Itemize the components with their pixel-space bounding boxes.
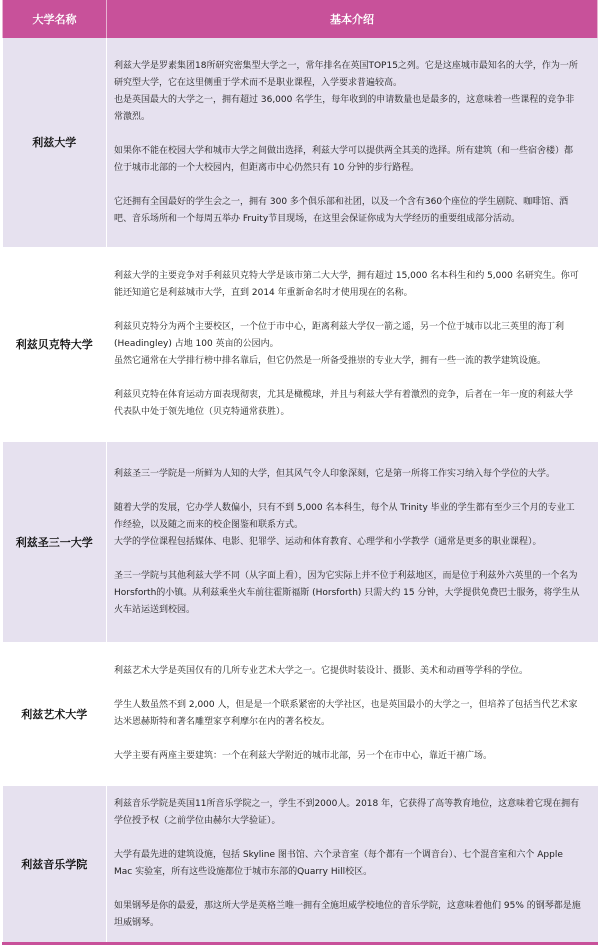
university-name: 利兹圣三一大学	[3, 442, 107, 642]
table-bottom-border	[2, 942, 598, 945]
description-paragraph: 如果钢琴是你的最爱，那这所大学是英格兰唯一拥有全施坦威学校地位的音乐学院，这意味着他们 95% 的钢琴都是施坦威钢琴。	[114, 901, 581, 928]
table-row	[3, 642, 598, 786]
description-paragraph: 学生人数虽然不到 2,000 人，但是是一个联系紧密的大学社区，也是英国最小的大学之一，但培养了包括当代艺术家达米恩赫斯特和著名雕塑家亨利摩尔在内的著名校友。	[114, 700, 578, 727]
description-paragraph: 如果你不能在校园大学和城市大学之间做出选择，利兹大学可以提供两全其美的选择。所有建筑（和一些宿舍楼）都位于城市北部的一个大校园内，但距离市中心仍然只有 10 分钟的步行路程。	[114, 145, 574, 173]
description-paragraph: 大学有最先进的建筑设施，包括 Skyline 图书馆、六个录音室（每个都有一个调音台）、七个混音室和六个 Apple Mac 实验室，所有这些设施都位于城市东部的Quarry Hill校区。	[114, 850, 563, 877]
university-description	[107, 786, 598, 942]
description-paragraph: 圣三一学院与其他利兹大学不同（从字面上看），因为它实际上并不位于利兹地区，而是位于利兹外六英里的一个名为Horsforth的小镇。从利兹乘坐火车前往霍斯福斯 (Horsforth) 只需大约 15 分钟，大学提供免费巴士服务，将学生从火车站运送到校园。	[114, 570, 580, 615]
description-paragraph: 大学主要有两座主要建筑：一个在利兹大学附近的城市北部，另一个在市中心，靠近干禧广场。	[114, 751, 493, 761]
university-description	[107, 38, 598, 247]
description-paragraph: 利兹艺术大学是英国仅有的几所专业艺术大学之一。它提供时装设计、摄影、美术和动画等学科的学位。	[114, 666, 529, 676]
university-description	[107, 442, 598, 642]
description-paragraph: 也是英国最大的大学之一，拥有超过 36,000 名学生，每年收到的申请数量也是最多的，这意味着一些课程的竞争非常激烈。	[114, 94, 575, 122]
university-name: 利兹大学	[3, 38, 107, 247]
description-paragraph: 利兹贝克特在体育运动方面表现彻衷，尤其是橄榄球，并且与利兹大学有着激烈的竞争，后者在一年一度的利兹大学代表队中处于领先地位（贝克特通常获胜）。	[114, 390, 574, 417]
description-paragraph: 利兹贝克特分为两个主要校区，一个位于市中心，距离利兹大学仅一箭之遥，另一个位于城市以北三英里的海丁利 (Headingley) 占地 100 英亩的公园内。	[114, 322, 565, 349]
description-paragraph: 利兹大学是罗素集团18所研究密集型大学之一，常年排名在英国TOP15之列。它是这座城市最知名的大学，作为一所研究型大学，它在这里侧重于学术而不是职业课程，入学要求普遍较高。	[114, 60, 578, 88]
header-basic-intro: 基本介绍	[107, 0, 598, 38]
university-description	[107, 247, 598, 442]
university-name: 利兹贝克特大学	[3, 247, 107, 442]
description-paragraph: 随着大学的发展，它办学人数偏小，只有不到 5,000 名本科生，每个从 Trinity 毕业的学生都有至少三个月的专业工作经验，以及随之而来的校企图鉴和联系方式。	[114, 502, 575, 530]
description-paragraph: 利兹大学的主要竞争对手利兹贝克特大学是该市第二大大学，拥有超过 15,000 名本科生和约 5,000 名研究生。你可能还知道它是利兹城市大学，直到 2014 年重新命名时才使用现在的名称。	[114, 271, 579, 298]
table-row	[3, 786, 598, 942]
university-table	[2, 0, 598, 942]
description-paragraph: 它还拥有全国最好的学生会之一，拥有 300 多个俱乐部和社团，以及一个含有360个座位的学生剧院、咖啡馆、酒吧、音乐场所和一个每周五举办 Fruity节目现场，在这里会保证你成为大学经历的重要组成部分活动。	[114, 196, 569, 224]
header-university-name: 大学名称	[3, 0, 107, 38]
description-paragraph: 利兹圣三一学院是一所鲜为人知的大学，但其风气令人印象深刻，它是第一所将工作实习纳入每个学位的大学。	[114, 468, 556, 479]
description-paragraph: 大学的学位课程包括媒体、电影、犯罪学、运动和体育教育、心理学和小学教学（通常是更多的职业课程）。	[114, 536, 542, 547]
university-name: 利兹音乐学院	[3, 786, 107, 942]
university-name: 利兹艺术大学	[3, 642, 107, 786]
description-paragraph: 利兹音乐学院是英国11所音乐学院之一，学生不到2000人。2018 年，它获得了高等教育地位，这意味着它现在拥有学位授予权（之前学位由赫尔大学验证）。	[114, 799, 580, 826]
description-paragraph: 虽然它通常在大学排行榜中排名靠后，但它仍然是一所备受推崇的专业大学，拥有一些一流的教学建筑设施。	[114, 356, 547, 366]
table-row	[3, 247, 598, 442]
university-table-container	[2, 0, 598, 942]
table-row	[3, 38, 598, 247]
table-row	[3, 442, 598, 642]
university-description	[107, 642, 598, 786]
table-header-row	[3, 0, 598, 38]
